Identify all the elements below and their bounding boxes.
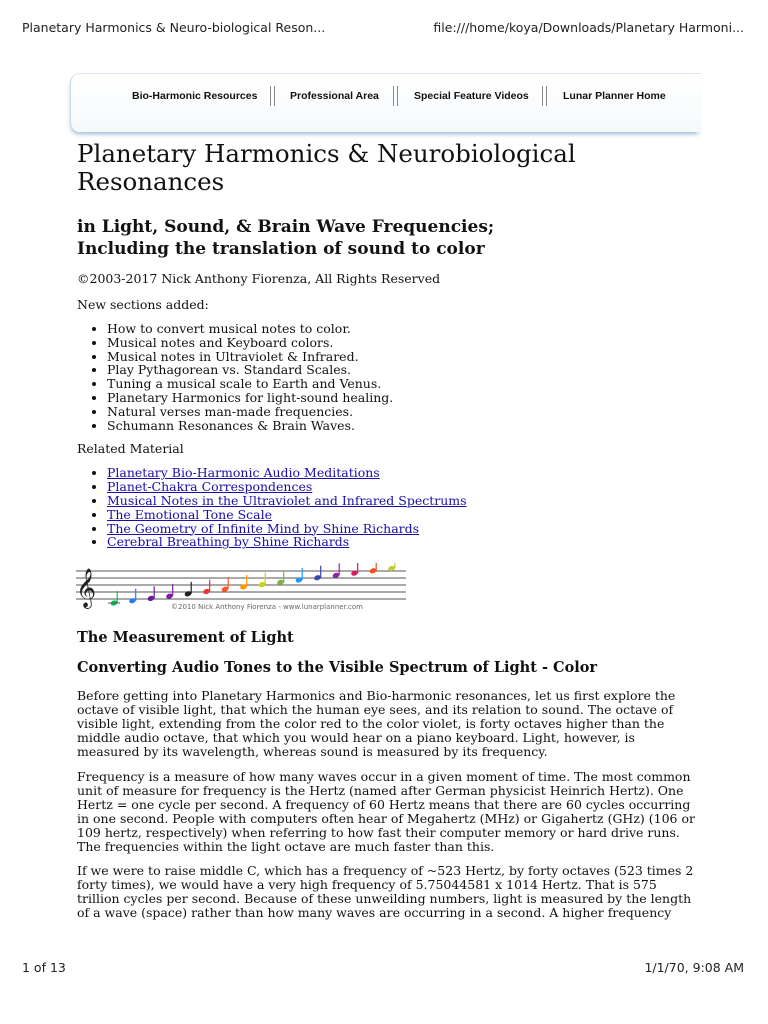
related-link[interactable]: Planet-Chakra Correspondences [107,479,313,495]
nav-lunar-planner-home[interactable]: Lunar Planner Home [563,90,666,102]
subtitle-line-2: Including the translation of sound to color [77,239,485,259]
new-sections-label: New sections added: [77,297,209,312]
nav-bar [70,73,701,132]
list-item [107,466,697,480]
related-links-list [77,466,697,549]
copyright-text: ©2003-2017 Nick Anthony Fiorenza, All Rights Reserved [77,271,441,286]
staff-caption: ©2010 Nick Anthony Fiorenza - www.lunarplanner.com [171,603,364,611]
paragraph-1: Before getting into Planetary Harmonics and Bio-harmonic resonances, let us first explore the octave of visible light, that which the human eye sees, and its relation to sound. The octave of visible light, extending from the color red to the color violet, is forty octaves higher than the middle audio octave, that which you would hear on a piano keyboard. Light, however, is measured by its wavelength, whereas sound is measured by its frequency. [77,688,676,759]
paragraph-3: If we were to raise middle C, which has a frequency of ~523 Hertz, by forty octaves (523 times 2 forty times), we would have a very high frequency of 5.75044581 x 1014 Hertz. That is 575 trillion cycles per second. Because of these unweilding numbers, light is measured by the length of a wave (space) rather than how many waves are occurring in a second. A higher frequency [77,863,694,920]
list-item [107,480,697,494]
list-item: • Musical notes in Ultraviolet & Infrared. [107,350,697,364]
subtitle-line-1: in Light, Sound, & Brain Wave Frequencies; [77,217,495,237]
nav-separator [542,86,547,106]
list-item: • Musical notes and Keyboard colors. [107,336,697,350]
list-item: • Natural verses man-made frequencies. [107,405,697,419]
staff-lines [76,571,406,599]
section-heading-measurement: The Measurement of Light [77,629,294,646]
nav-separator [270,86,275,106]
document-content [77,140,697,549]
musical-staff-image [76,563,410,613]
new-sections-list [77,322,697,432]
list-item [107,535,697,549]
nav-bio-harmonic-resources[interactable]: Bio-Harmonic Resources [132,90,258,102]
list-item: • Schumann Resonances & Brain Waves. [107,419,697,433]
list-item [107,494,697,508]
page-title-header: Planetary Harmonics & Neuro-biological Reson... [22,20,326,35]
related-link[interactable]: The Geometry of Infinite Mind by Shine Richards [107,520,420,536]
related-link[interactable]: The Emotional Tone Scale [107,506,273,522]
paragraph-2: Frequency is a measure of how many waves occur in a given moment of time. The most common unit of measure for frequency is the Hertz (named after German physicist Heinrich Hertz). One Hertz = one cycle per second. A frequency of 60 Hertz means that there are 60 cycles occurring in one second. People with computers often hear of Megahertz (MHz) or Gigahertz (GHz) (106 or 109 hertz, respectively) when referring to how fast their computer memory or hard drive runs. The frequencies within the light octave are much faster than this. [77,769,695,854]
list-item: • Play Pythagorean vs. Standard Scales. [107,363,697,377]
list-item [107,508,697,522]
nav-professional-area[interactable]: Professional Area [290,90,379,102]
list-item: • How to convert musical notes to color. [107,322,697,336]
nav-separator [393,86,398,106]
list-item [107,522,697,536]
related-link[interactable]: Musical Notes in the Ultraviolet and Infrared Spectrums [107,492,467,508]
list-item: • Planetary Harmonics for light-sound healing. [107,391,697,405]
related-material-label: Related Material [77,441,184,457]
section-heading-converting: Converting Audio Tones to the Visible Spectrum of Light - Color [77,659,598,676]
page-count: 1 of 13 [22,960,66,975]
related-link[interactable]: Planetary Bio-Harmonic Audio Meditations [107,465,380,481]
list-item: • Tuning a musical scale to Earth and Venus. [107,377,697,391]
related-link[interactable]: Cerebral Breathing by Shine Richards [107,534,350,550]
file-path-header: file:///home/koya/Downloads/Planetary Harmoni... [433,20,744,35]
print-datetime: 1/1/70, 9:08 AM [644,960,744,975]
treble-clef-icon: 𝄞 [76,568,97,608]
document-subtitle [77,216,697,260]
document-title: Planetary Harmonics & Neurobiological Resonances [77,139,576,196]
nav-special-feature-videos[interactable]: Special Feature Videos [414,90,529,102]
